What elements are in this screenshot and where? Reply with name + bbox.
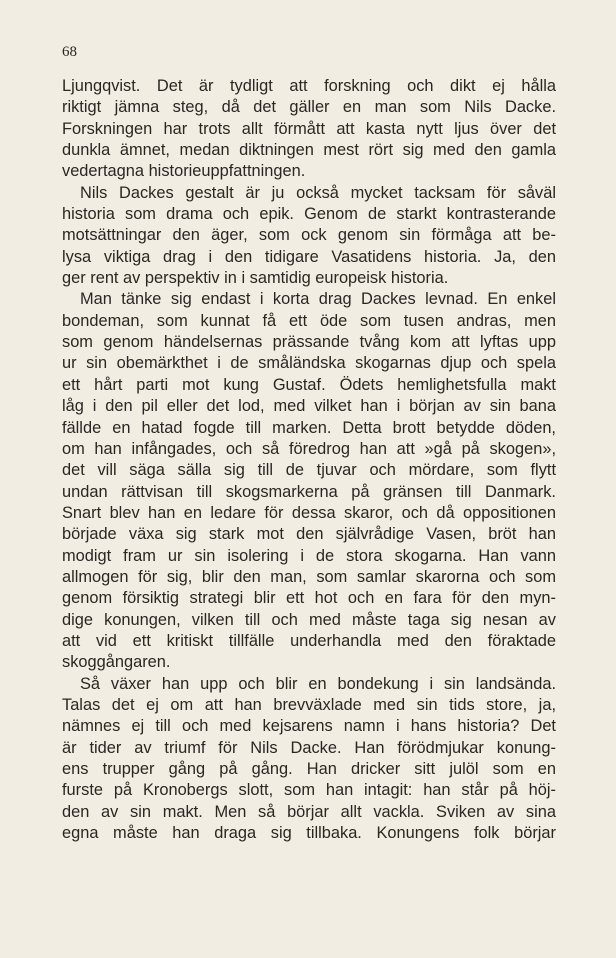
text-line: dige konungen, vilken till och med måste taga sig nesan av (62, 610, 556, 629)
text-line: historia som drama och epik. Genom de starkt kontrasterande (62, 205, 556, 224)
text-line: ens trupper gång på gång. Han dricker sitt julöl som en (62, 760, 556, 778)
text-line: lysa viktiga drag i den tidigare Vasatidens historia. Ja, den (62, 247, 556, 266)
text-line: om han infångades, och så föredrog han att »gå på skogen», (62, 439, 556, 458)
text-line: att vid ett kritiskt tillfälle underhandla med den föraktade (62, 631, 556, 650)
text-line: riktigt jämna steg, då det gäller en man som Nils Dacke. (62, 98, 556, 117)
text-line: fällde en hatad fogde till marken. Detta brott betydde döden, (62, 418, 556, 437)
text-line: den av sin makt. Men så börjar allt vackla. Sviken av sina (62, 802, 556, 821)
text-line: allmogen för sig, blir den man, som samlar skarorna och som (62, 567, 556, 586)
text-line: dunkla ämnet, medan diktningen mest rört sig med den gamla (62, 141, 556, 160)
text-line: egna måste han draga sig tillbaka. Konungens folk börjar (62, 824, 556, 843)
text-line: är tider av triumf för Nils Dacke. Han förödmjukar konung- (62, 738, 556, 757)
text-line: skoggångaren. (62, 653, 171, 672)
text-line: Talas det ej om att han brevväxlade med sin tids store, ja, (62, 695, 556, 714)
body-text (62, 76, 556, 844)
text-line: började växa sig stark mot den självrådige Vasen, bröt han (62, 525, 556, 544)
text-line: undan rättvisan till skogsmarkerna på gränsen till Danmark. (62, 482, 556, 501)
text-line: ger rent av perspektiv in i samtidig europeisk historia. (62, 269, 449, 288)
text-line: det vill säga sälla sig till de tjuvar och mördare, som flytt (62, 461, 556, 480)
text-line: genom försiktig strategi blir ett hot och en fara för den myn- (62, 589, 556, 608)
text-line: vedertagna historieuppfattningen. (62, 162, 306, 181)
text-line: Nils Dackes gestalt är ju också mycket tacksam för såväl (80, 183, 556, 202)
text-line: Snart blev han en ledare för dessa skaror, och då oppositionen (62, 503, 556, 522)
page-number: 68 (62, 44, 77, 60)
text-line: Forskningen har trots allt förmått att kasta nytt ljus över det (62, 119, 556, 138)
text-line: ett hårt parti mot kung Gustaf. Ödets hemlighetsfulla makt (62, 375, 556, 394)
text-line: låg i den pil eller det lod, med vilket han i början av sin bana (62, 397, 556, 416)
text-line: modigt fram ur sin isolering i de stora skogarna. Han vann (62, 546, 556, 565)
text-line: bondeman, som kunnat få ett öde som tusen andras, men (62, 311, 556, 330)
text-line: Ljungqvist. Det är tydligt att forskning och dikt ej hålla (62, 77, 556, 95)
text-line: som genom händelsernas prässande tvång kom att lyftas upp (62, 333, 556, 352)
text-line: nämnes ej till och med kejsarens namn i hans historia? Det (62, 717, 556, 736)
text-line: motsättningar den äger, som ock genom sin förmåga att be- (62, 226, 556, 245)
text-line: ur sin obemärkthet i de småländska skogarnas djup och spela (62, 354, 556, 373)
text-line: Så växer han upp och blir en bondekung i sin landsända. (80, 674, 556, 693)
text-line: Man tänke sig endast i korta drag Dackes levnad. En enkel (80, 290, 556, 309)
text-line: furste på Kronobergs slott, som han intagit: han står på höj- (62, 781, 556, 800)
